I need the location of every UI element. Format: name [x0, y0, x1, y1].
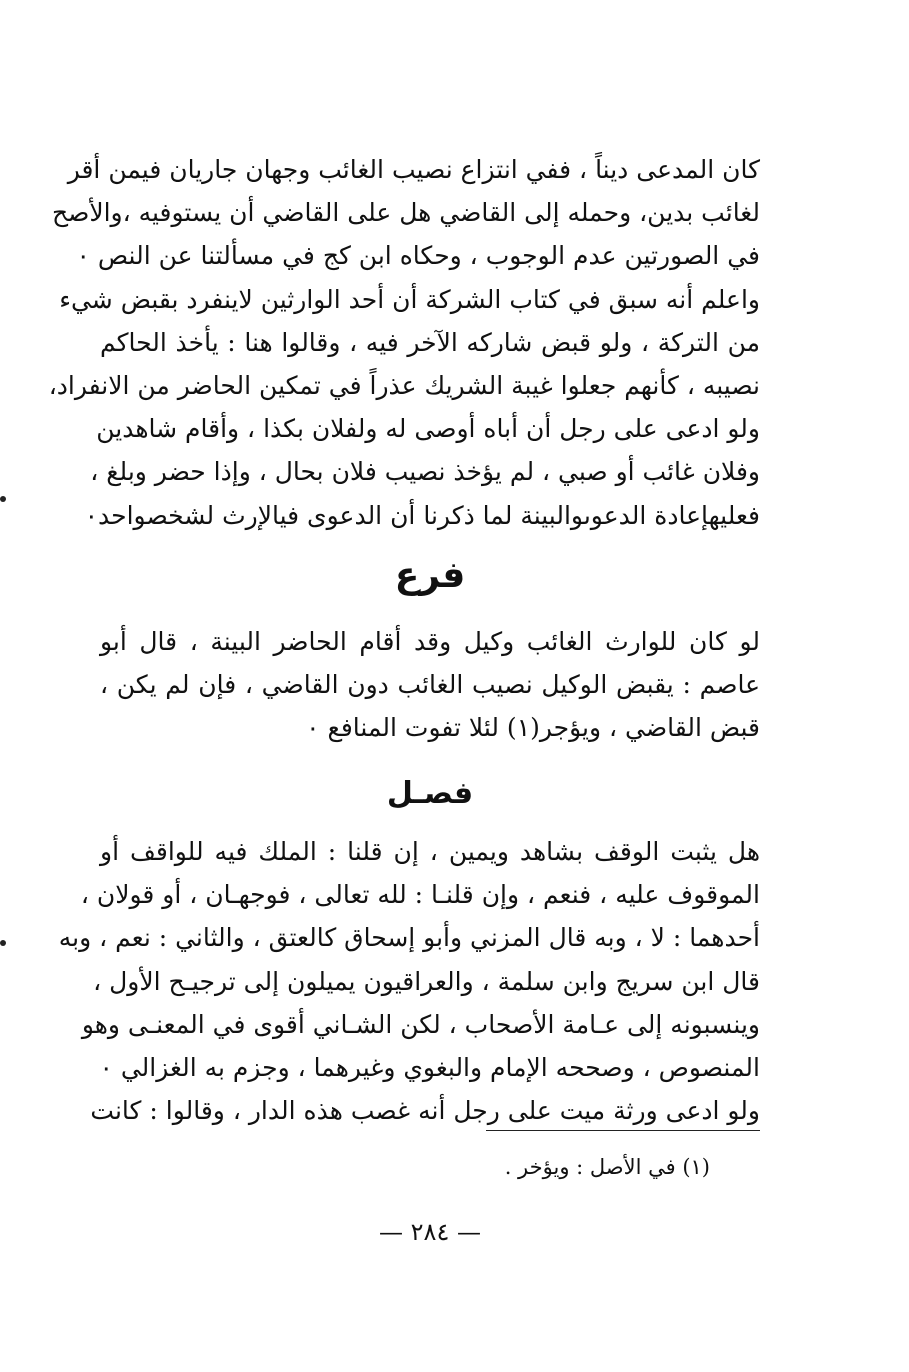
text-line: نصيبه ، كأنهم جعلوا غيبة الشريك عذراً في تمكين الحاضر من الانفراد،: [48, 371, 760, 401]
text-line: لغائب بدين، وحمله إلى القاضي هل على القاضي أن يستوفيه ،والأصح: [51, 198, 760, 228]
page-number: — ٢٨٤ —: [379, 1218, 481, 1246]
paragraph-1: [48, 148, 760, 537]
paragraph-3: [58, 830, 760, 1132]
section-heading-fasl: فصـل: [386, 776, 474, 811]
paragraph-2: [100, 620, 760, 750]
text-line: وينسبونه إلى عـامة الأصحاب ، لكن الشـاني أقوى في المعنـى وهو: [81, 1009, 760, 1039]
text-line: عاصم : يقبض الوكيل نصيب الغائب دون القاضي ، فإن لم يكن ،: [100, 670, 760, 700]
text-line: واعلم أنه سبق في كتاب الشركة أن أحد الوارثين لاينفرد بقبض شيء: [59, 284, 760, 314]
footnote: (١) في الأصل : ويؤخر .: [504, 1155, 710, 1179]
margin-dot-mark: [0, 496, 6, 502]
text-line: الموقوف عليه ، فنعم ، وإن قلنـا : لله تعالى ، فوجهـان ، أو قولان ،: [80, 880, 760, 910]
text-line: في الصورتين عدم الوجوب ، وحكاه ابن كج في مسألتنا عن النص ٠: [76, 241, 760, 271]
text-line: ولو ادعى ورثة ميت على رجل أنه غصب هذه الدار ، وقالوا : كانت: [90, 1096, 760, 1126]
text-line: ولو ادعى على رجل أن أباه أوصى له ولفلان بكذا ، وأقام شاهدين: [96, 414, 760, 444]
margin-dot-mark: [0, 940, 6, 946]
text-line: من التركة ، ولو قبض شاركه الآخر فيه ، وقالوا هنا : يأخذ الحاكم: [100, 327, 760, 357]
text-line: المنصوص ، وصححه الإمام والبغوي وغيرهما ، وجزم به الغزالي ٠: [99, 1053, 760, 1083]
text-line: كان المدعى ديناً ، ففي انتزاع نصيب الغائب وجهان جاريان فيمن أقر: [67, 155, 760, 184]
text-line: قبض القاضي ، ويؤجر(١) لئلا تفوت المنافع ٠: [306, 713, 760, 743]
footnote-divider: [486, 1130, 760, 1131]
text-line: فعليهإعادة الدعوىوالبينة لما ذكرنا أن الدعوى فيالإرث لشخصواحد٠: [84, 500, 760, 530]
text-line: قال ابن سريج وابن سلمة ، والعراقيون يميلون إلى ترجيـح الأول ،: [93, 966, 760, 996]
text-line: وفلان غائب أو صبي ، لم يؤخذ نصيب فلان بحال ، وإذا حضر وبلغ ،: [90, 457, 760, 487]
section-heading-far: فرع: [394, 555, 466, 596]
text-line: لو كان للوارث الغائب وكيل وقد أقام الحاضر البينة ، قال أبو: [100, 627, 760, 656]
text-line: هل يثبت الوقف بشاهد ويمين ، إن قلنا : الملك فيه للواقف أو: [100, 837, 760, 866]
text-line: أحدهما : لا ، وبه قال المزني وأبو إسحاق كالعتق ، والثاني : نعم ، وبه: [58, 923, 760, 953]
